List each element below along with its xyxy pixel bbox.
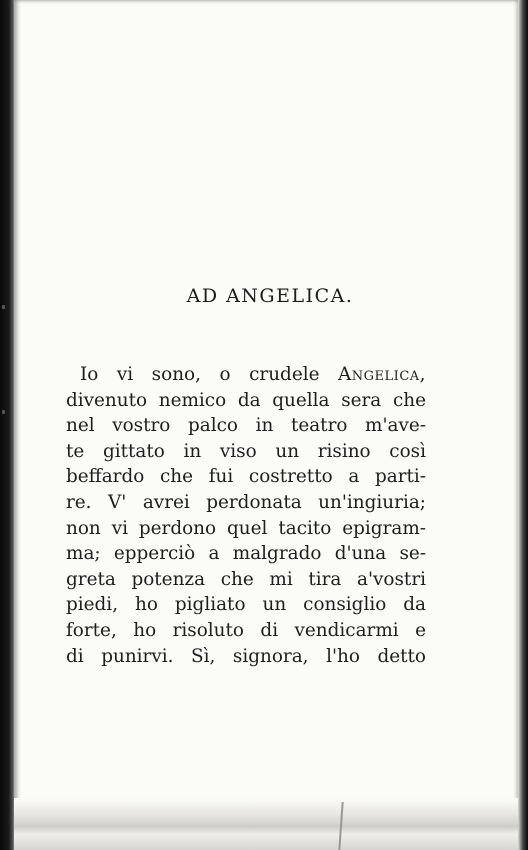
body-paragraph [66, 362, 426, 669]
page-fold-line [338, 802, 343, 850]
text-line: te gittato in viso un risino così [66, 440, 426, 462]
text-line: forte, ho risoluto di vendicarmi e [66, 619, 426, 641]
text-line: di punirvi. Sì, signora, l'ho detto [66, 645, 426, 667]
name-angelica: Angelica, [338, 364, 426, 385]
text-line: nel vostro palco in teatro m'ave- [66, 415, 426, 437]
page-edge-shadow [518, 0, 528, 850]
text-line: ma; epperciò a malgrado d'una se- [66, 543, 426, 565]
text-line: re. V' avrei perdonata un'ingiuria; [66, 491, 426, 513]
text-line: non vi perdono quel tacito epigram- [66, 517, 426, 539]
text-line: piedi, ho pigliato un consiglio da [66, 594, 426, 616]
margin-speck [2, 410, 5, 414]
page-bottom-edge [14, 798, 518, 850]
text-line: greta potenza che mi tira a'vostri [66, 568, 426, 590]
chapter-heading: AD ANGELICA. [186, 285, 354, 307]
text-line: divenuto nemico da quella sera che [66, 389, 426, 411]
text-line: Io vi sono, o crudele Angelica, [80, 364, 426, 385]
text-line: beffardo che fui costretto a parti- [66, 466, 426, 488]
